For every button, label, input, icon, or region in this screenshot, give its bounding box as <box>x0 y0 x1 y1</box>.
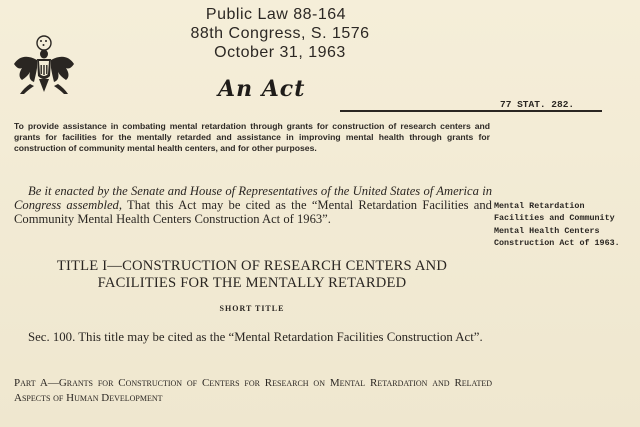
title-heading-line1: TITLE I—CONSTRUCTION OF RESEARCH CENTERS AND <box>56 258 448 274</box>
short-title-heading: SHORT TITLE <box>219 304 285 313</box>
margin-note: Mental Retardation Facilities and Community Mental Health Centers Construction Act of 1963. <box>494 201 620 249</box>
statute-reference: 77 STAT. 282. <box>500 99 575 110</box>
enacting-clause-italic: Be it enacted by the Senate and House of Representatives of the United States of America in Congress assembled, <box>14 184 492 213</box>
act-purpose: To provide assistance in combating mental retardation through grants for construction of research centers and grants for facilities for the mentally retarded and assistance in improving mental health through grants for construction of community mental health centers, and for other purposes. <box>14 121 490 154</box>
section-100: Sec. 100. This title may be cited as the “Mental Retardation Facilities Construction Act”. <box>28 330 483 344</box>
part-a-heading: Part A—Grants for Construction of Centers for Research on Mental Retardation and Related Aspects of Human Development <box>14 377 492 404</box>
title-heading <box>10 258 494 292</box>
title-heading-line2: FACILITIES FOR THE MENTALLY RETARDED <box>97 275 407 291</box>
congress-bill-number: 88th Congress, S. 1576 <box>190 25 370 42</box>
header-divider <box>340 110 602 112</box>
act-title: An Act <box>218 76 306 102</box>
enacting-clause <box>14 184 492 227</box>
public-law-number: Public Law 88-164 <box>205 6 347 23</box>
enactment-date: October 31, 1963 <box>214 44 346 61</box>
enacting-clause-text: That this Act may be cited as the “Mental Retardation Facilities and Community Mental Health Centers Construction Act of 1963”. <box>14 198 492 227</box>
